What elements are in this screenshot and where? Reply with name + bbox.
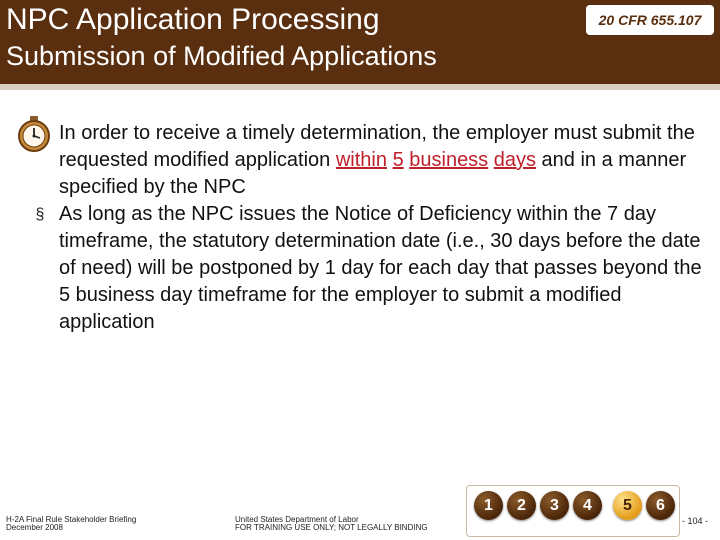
footer-briefing-date: December 2008	[6, 523, 63, 532]
nav-button-6[interactable]: 6	[646, 491, 675, 520]
square-bullet-icon: §	[35, 206, 45, 223]
footer-department-name: United States Department of Labor	[235, 515, 359, 524]
cfr-reference-badge	[586, 5, 714, 35]
emphasis-within: within	[335, 149, 387, 171]
nav-button-1[interactable]: 1	[474, 491, 503, 520]
bullet-text-end: and in a manner specified by the NPC	[59, 149, 687, 198]
slide-title: NPC Application Processing	[6, 3, 380, 36]
cfr-reference-text: 20 CFR 655.107	[598, 12, 702, 28]
nav-button-5[interactable]: 5	[613, 491, 642, 520]
nav-button-2[interactable]: 2	[507, 491, 536, 520]
nav-button-4[interactable]: 4	[573, 491, 602, 520]
footer-department	[235, 516, 428, 532]
bullet-item	[14, 120, 704, 201]
slide-subtitle: Submission of Modified Applications	[6, 41, 437, 71]
emphasis-business: business	[409, 149, 489, 171]
nav-button-3[interactable]: 3	[540, 491, 569, 520]
page-number: - 104 -	[682, 516, 709, 526]
footer-disclaimer: FOR TRAINING USE ONLY; NOT LEGALLY BINDING	[235, 523, 428, 532]
emphasis-5: 5	[392, 149, 404, 171]
bullet-text: In order to receive a timely determination, the employer must submit the requested modified application	[59, 122, 695, 171]
clock-icon	[14, 114, 54, 154]
emphasis-days: days	[493, 149, 536, 171]
bullet-list	[14, 120, 704, 336]
bullet-text: As long as the NPC issues the Notice of Deficiency within the 7 day timeframe, the statutory determination date (i.e., 30 days before the date of need) will be postponed by 1 day for each day that passes beyond the 5 business day timeframe for the employer to submit a modified application	[59, 203, 702, 333]
footer-briefing-title: H-2A Final Rule Stakeholder Briefing	[6, 515, 137, 524]
header-divider	[0, 84, 720, 90]
footer-briefing	[6, 516, 136, 532]
bullet-item	[14, 201, 704, 336]
